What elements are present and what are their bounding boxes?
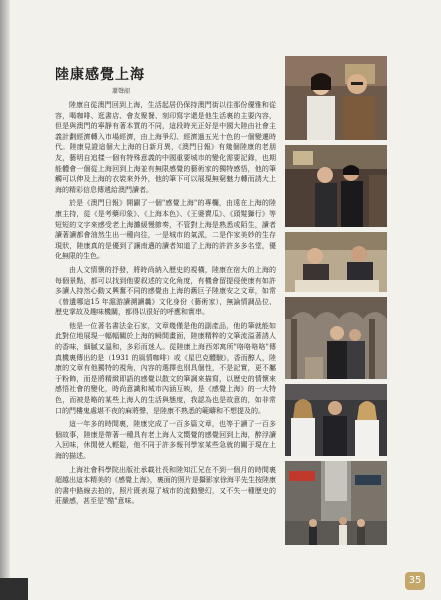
article-body xyxy=(55,100,276,510)
paragraph: 這一年多的時間裏，陸康完成了一百多篇文章，也等于讀了一百多個故事，陸康是帶著一種具有老上海人文嚮覺的感覺回到上海，醉浮讀入回味，休閒使人輕鬆，他不同于許多報刊學家某些急就的關于現在上海的描述。 xyxy=(55,420,276,460)
paragraph: 由人文情懷的抒發，將時尚納入歷史的視橫，陸康在宿大的上海的每個景點，都可以找到他要叙述的文化角度，有機會留提侵使康有如許多讀人持然心動又興奮不同的感覺由上海的舊巨子陸康安之文章，如常《曾遺哪這15 年滬游讀溯讀曩》文化身份（藝術家），無論情調品位、歷史掌故及趣味機關，都得以很好的呼應和實串。 xyxy=(55,265,276,317)
photo-street-with-signs xyxy=(285,461,387,545)
page-spine-shadow xyxy=(0,0,10,600)
photo-dining-conversation xyxy=(285,232,387,292)
page-number: 35 xyxy=(405,572,425,590)
article-author: 蕭聲韶 xyxy=(112,88,131,95)
photo-group-with-posters xyxy=(285,384,387,456)
paragraph: 上海社會科學院出版社承載社長和陸知江兄在不到一個月的時間裏超越出這本精美的《感覺上海》，裏面的照片是攝影家徐海平先生按陸康的書中路線去拍的，照片既表現了城市的流動變幻，又不失一種歷史的莊嚴感，甚至是"酷"意味。 xyxy=(55,465,276,506)
paragraph: 陸康自從澳門回到上海，生活起居仍保持澳門街以往那份優雅和從容，喝咖啡、逛書店、會友聚餐、刻印寫字還是他生活裏的主要內容，但是與澳門的寧靜有著本質的不同，這段時光正好是中國大陸由社會主義計劃經濟轉入市場經濟，由上海爭幻、經濟過五光十色的一個變遷時代。陸康見證這個大上海的日新月異，《澳門日報》有幾個陸康的老朋友，藝明自追樣一個有特殊意義的中國重要城市的變化需要記錄，也期能體會一個從上海回到上海並有無限感覺的藝術家的獨特感悟，他的筆觸可以伸及上海的衣裝來外外，他的筆下可以展現無窮魅力轉而誘大上海的精彩信息傳遞給澳門讀者。 xyxy=(55,101,276,194)
article-title: 陸康感覺上海 xyxy=(55,67,145,83)
photo-arcade-street xyxy=(285,297,387,379)
photo-column xyxy=(285,56,387,550)
photo-couple-at-cafe xyxy=(285,56,387,140)
photo-group-indoors xyxy=(285,145,387,227)
page-corner-shadow xyxy=(0,578,28,600)
paragraph: 於是《澳門日報》開闢了一個"感覺上海"的專欄，由遠在上海的陸康主持，從《是考藥印象》、《上海本色》、《王婆賣瓜》、《頭髮獅行》等短短的文字來感受老上海灘緩慢節奏，不管對上海是熟悉或陌生，讀者讀著讀都會油然生出一種向往，一是城市的氣派，二是作家美妙的生存現狀，陸康真的是優到了讓南邁的讀者知道了上海的許許多多名堂，優化無限的生色。 xyxy=(55,199,276,261)
paragraph: 他是一位著名書法金石家，文章幾僅是他的副產品，他的筆就能如此對位地展現一幅幅關於上海的瞬間畫面，陸康精粹的文筆流溢著誘人的香味，細膩又溫和，多彩而迷人。從陸康上海西郊寓所"咯咯咯咯"傳真機裏傳出的是（1931 的風情咖啡）或《星巴克體驗》，香而醇人，陸康的文章有他獨特的視角，內容的選擇也別具個性，不是記實，更不屬于粉飾，而是將精緻即語的感覺以散文的筆調來描寫，以歷史的情懷來感悟社會的變化，時尚意識和城市內涵互映，是《感覺上海》的一大特色，而被是略的某些上海人的生活與態度，我認為也是故意的，如非常口的門樓鬼處堪不夜的麻將聲，是陸康不熟悉的範疇和不想提及的。 xyxy=(55,321,276,415)
